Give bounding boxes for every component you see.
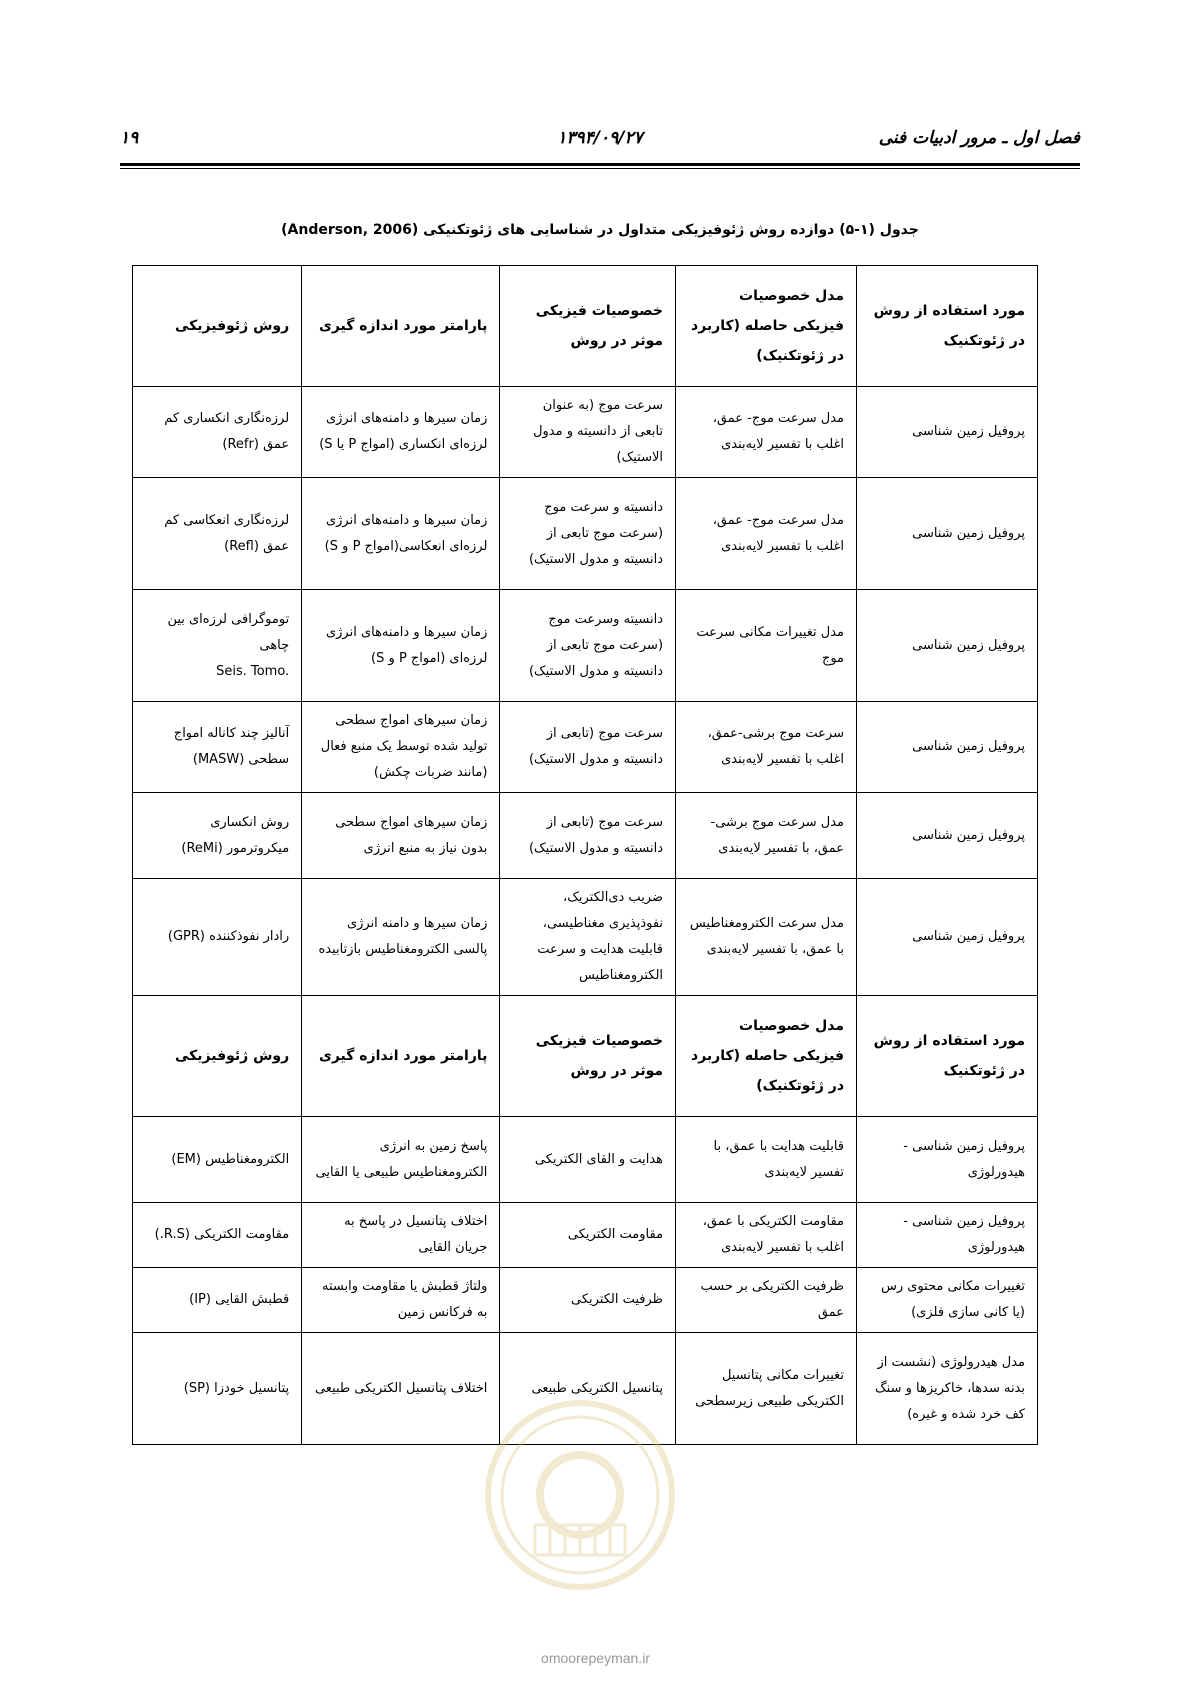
col-header-method: روش ژئوفیزیکی <box>133 996 302 1117</box>
cell-model: مدل سرعت الکترومغناطیس با عمق، با تفسیر لایه‌بندی <box>676 879 857 996</box>
col-header-model: مدل خصوصیات فیزیکی حاصله (کاربرد در ژئوتکنیک) <box>676 266 857 387</box>
watermark-seal-icon <box>480 1395 680 1595</box>
cell-use: پروفیل زمین شناسی - هیدورلوژی <box>857 1117 1038 1203</box>
cell-method: قطبش القایی (IP) <box>133 1268 302 1333</box>
table-row <box>133 478 1038 590</box>
cell-parameter: زمان سیرها و دامنه انرژی پالسی الکترومغناطیس بازتابیده <box>302 879 500 996</box>
cell-property: ظرفیت الکتریکی <box>500 1268 676 1333</box>
cell-property: ضریب دی‌الکتریک، نفوذپذیری مغناطیسی، قابلیت هدایت و سرعت الکترومغناطیس <box>500 879 676 996</box>
cell-model: مدل تغییرات مکانی سرعت موج <box>676 590 857 702</box>
page-number: ۱۹ <box>120 128 139 148</box>
cell-parameter: زمان سیرها و دامنه‌های انرژی لرزه‌ای (امواج P و S) <box>302 590 500 702</box>
cell-method: لرزه‌نگاری انعکاسی کم عمق (Refl) <box>133 478 302 590</box>
page-header <box>120 128 1080 158</box>
cell-parameter: اختلاف پتانسیل الکتریکی طبیعی <box>302 1333 500 1445</box>
geophysics-methods-table <box>132 265 1038 1445</box>
col-header-property: خصوصیات فیزیکی موثر در روش <box>500 266 676 387</box>
cell-method: الکترومغناطیس (EM) <box>133 1117 302 1203</box>
cell-use: پروفیل زمین شناسی <box>857 879 1038 996</box>
cell-method: آنالیز چند کاناله امواج سطحی (MASW) <box>133 702 302 793</box>
cell-property: سرعت موج (به عنوان تابعی از دانسیته و مدول الاستیک) <box>500 387 676 478</box>
table-header-row-repeat <box>133 996 1038 1117</box>
table-row <box>133 1203 1038 1268</box>
cell-method: رادار نفوذکننده (GPR) <box>133 879 302 996</box>
table-row <box>133 590 1038 702</box>
table-row <box>133 1268 1038 1333</box>
cell-property: هدایت و القای الکتریکی <box>500 1117 676 1203</box>
cell-parameter: اختلاف پتانسیل در پاسخ به جریان القایی <box>302 1203 500 1268</box>
col-header-property: خصوصیات فیزیکی موثر در روش <box>500 996 676 1117</box>
col-header-model: مدل خصوصیات فیزیکی حاصله (کاربرد در ژئوتکنیک) <box>676 996 857 1117</box>
cell-property: سرعت موج (تابعی از دانسیته و مدول الاستیک) <box>500 702 676 793</box>
cell-property: دانسیته و سرعت موج (سرعت موج تابعی از دانسیته و مدول الاستیک) <box>500 478 676 590</box>
chapter-title: فصل اول ـ مرور ادبیات فنی <box>878 128 1080 148</box>
col-header-method: روش ژئوفیزیکی <box>133 266 302 387</box>
method-name: توموگرافی لرزه‌ای بین چاهی <box>167 611 290 653</box>
cell-use: پروفیل زمین شناسی - هیدورلوژی <box>857 1203 1038 1268</box>
cell-use: پروفیل زمین شناسی <box>857 387 1038 478</box>
header-rule-thin <box>120 168 1080 169</box>
cell-method: پتانسیل خودزا (SP) <box>133 1333 302 1445</box>
cell-property: دانسیته وسرعت موج (سرعت موج تابعی از دانسیته و مدول الاستیک) <box>500 590 676 702</box>
cell-model: ظرفیت الکتریکی بر حسب عمق <box>676 1268 857 1333</box>
cell-parameter: زمان سیرهای امواج سطحی بدون نیاز به منبع انرژی <box>302 793 500 879</box>
watermark-url: omoorepeyman.ir <box>541 1650 650 1666</box>
cell-model: تغییرات مکانی پتانسیل الکتریکی طبیعی زیرسطحی <box>676 1333 857 1445</box>
cell-model: مدل سرعت موج برشی- عمق، با تفسیر لایه‌بندی <box>676 793 857 879</box>
cell-parameter: زمان سیرها و دامنه‌های انرژی لرزه‌ای انکساری (امواج P یا S) <box>302 387 500 478</box>
cell-property: سرعت موج (تابعی از دانسیته و مدول الاستیک) <box>500 793 676 879</box>
col-header-use: مورد استفاده از روش در ژئوتکنیک <box>857 996 1038 1117</box>
col-header-parameter: پارامتر مورد اندازه گیری <box>302 266 500 387</box>
cell-model: مقاومت الکتریکی با عمق، اغلب با تفسیر لایه‌بندی <box>676 1203 857 1268</box>
cell-method <box>133 590 302 702</box>
table-caption: جدول (۱-۵) دوازده روش ژئوفیزیکی متداول در شناسایی های ژئوتکنیکی (Anderson, 2006) <box>281 222 919 238</box>
cell-model: سرعت موج برشی-عمق، اغلب با تفسیر لایه‌بندی <box>676 702 857 793</box>
cell-parameter: ولتاژ قطبش یا مقاومت وابسته به فرکانس زمین <box>302 1268 500 1333</box>
method-abbrev: Seis. Tomo. <box>216 663 290 679</box>
cell-method: مقاومت الکتریکی (R.S.) <box>133 1203 302 1268</box>
table-row <box>133 879 1038 996</box>
col-header-use: مورد استفاده از روش در ژئوتکنیک <box>857 266 1038 387</box>
table-row <box>133 387 1038 478</box>
cell-property: مقاومت الکتریکی <box>500 1203 676 1268</box>
table-row <box>133 793 1038 879</box>
cell-use: پروفیل زمین شناسی <box>857 702 1038 793</box>
header-rule <box>120 163 1080 166</box>
cell-method: لرزه‌نگاری انکساری کم عمق (Refr) <box>133 387 302 478</box>
table-row <box>133 1117 1038 1203</box>
cell-parameter: پاسخ زمین به انرژی الکترومغناطیس طبیعی یا القایی <box>302 1117 500 1203</box>
cell-model: مدل سرعت موج- عمق، اغلب با تفسیر لایه‌بندی <box>676 478 857 590</box>
cell-model: مدل سرعت موج- عمق، اغلب با تفسیر لایه‌بندی <box>676 387 857 478</box>
cell-use: پروفیل زمین شناسی <box>857 478 1038 590</box>
cell-parameter: زمان سیرها و دامنه‌های انرژی لرزه‌ای انعکاسی(امواج P و S) <box>302 478 500 590</box>
header-date: ۱۳۹۴/۰۹/۲۷ <box>557 128 643 148</box>
cell-use: مدل هیدرولوژی (نشست از بدنه سدها، خاکریزها و سنگ کف خرد شده و غیره) <box>857 1333 1038 1445</box>
cell-method: روش انکساری میکروترمور (ReMi) <box>133 793 302 879</box>
cell-parameter: زمان سیرهای امواج سطحی تولید شده توسط یک منبع فعال (مانند ضربات چکش) <box>302 702 500 793</box>
table-header-row <box>133 266 1038 387</box>
col-header-parameter: پارامتر مورد اندازه گیری <box>302 996 500 1117</box>
cell-use: پروفیل زمین شناسی <box>857 590 1038 702</box>
cell-use: پروفیل زمین شناسی <box>857 793 1038 879</box>
cell-property: پتانسیل الکتریکی طبیعی <box>500 1333 676 1445</box>
cell-use: تغییرات مکانی محتوی رس (یا کانی سازی فلزی) <box>857 1268 1038 1333</box>
cell-model: قابلیت هدایت با عمق، با تفسیر لایه‌بندی <box>676 1117 857 1203</box>
table-row <box>133 702 1038 793</box>
